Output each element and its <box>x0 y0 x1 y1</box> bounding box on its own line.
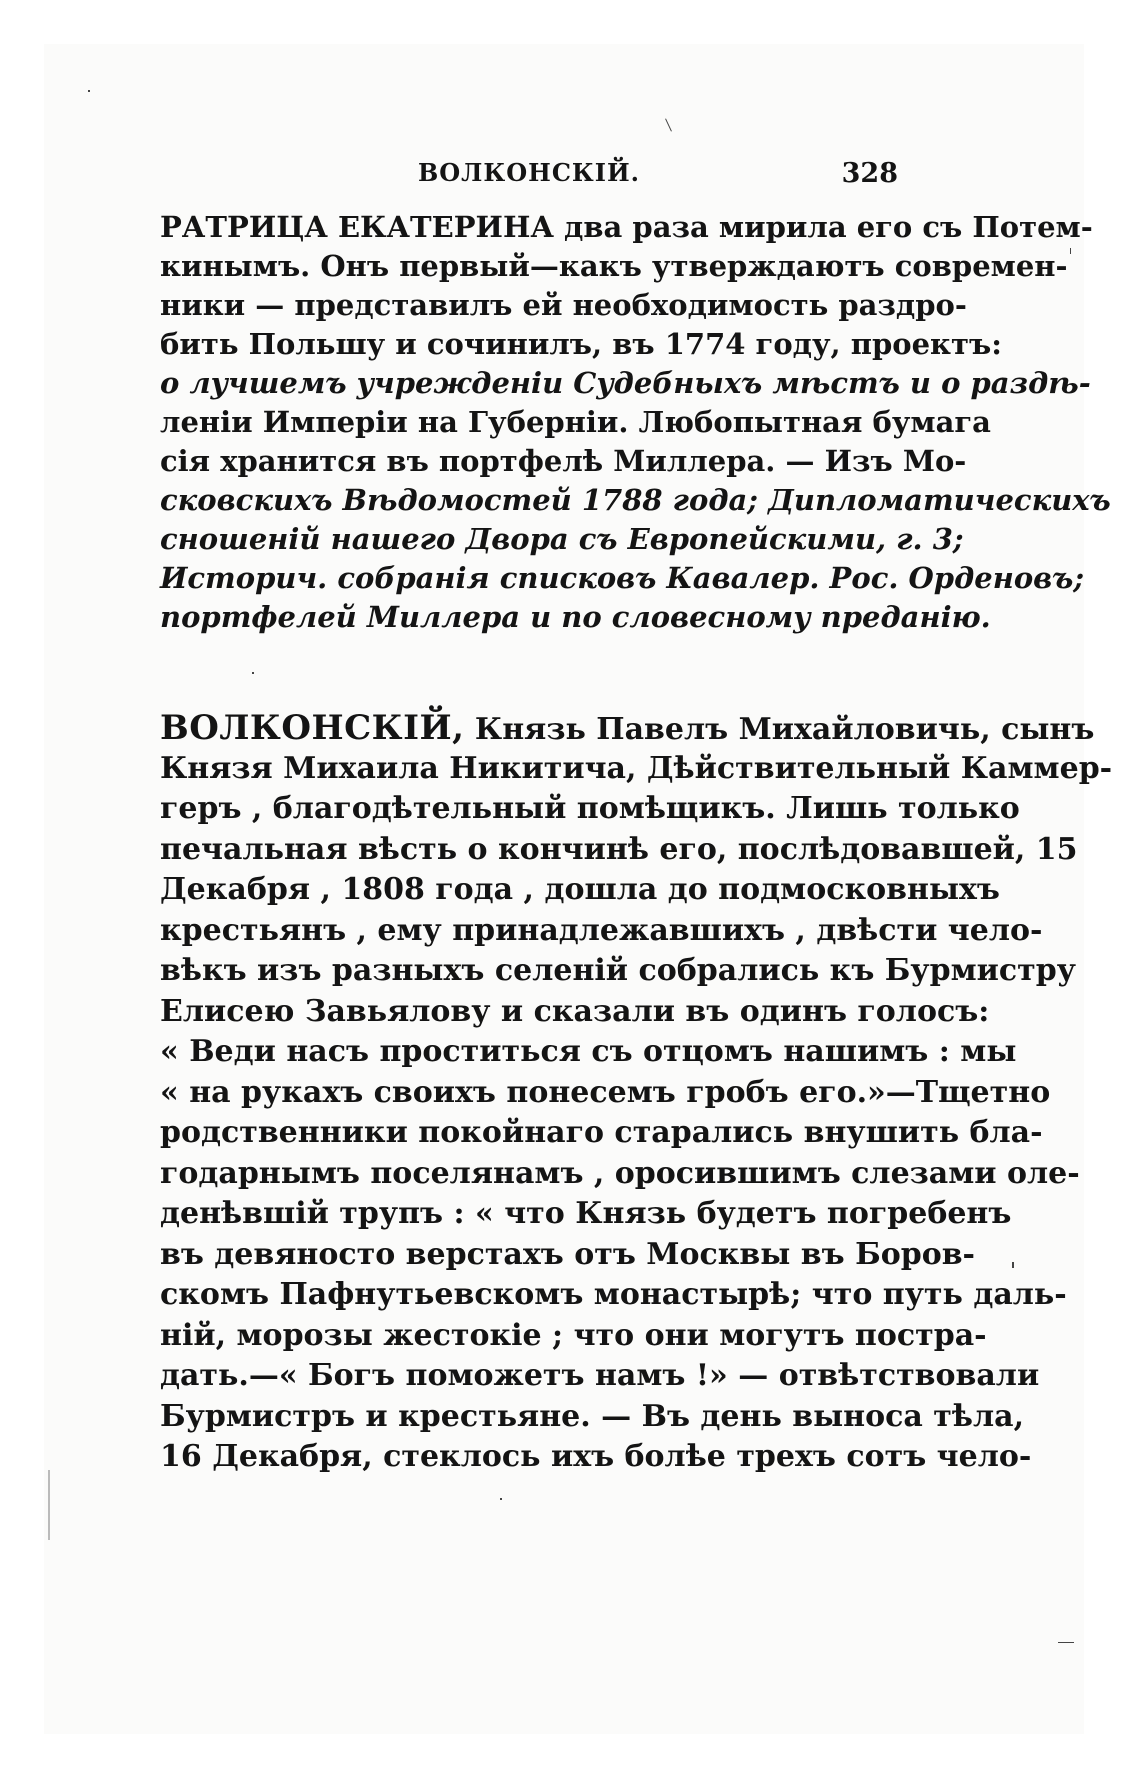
text-line: кинымъ. Онъ первый—какъ утверждаютъ современ- <box>160 249 1068 283</box>
scan-speck <box>1058 1642 1074 1643</box>
text-line: Декабря , 1808 года , дошла до подмосковныхъ <box>160 872 1000 907</box>
text-line: Историч. собранія списковъ Кавалер. Рос. Орденовъ; <box>160 561 1085 595</box>
scan-speck <box>88 90 90 92</box>
text-line: Бурмистръ и крестьяне. — Въ день выноса тѣла, <box>160 1398 1025 1434</box>
text-line: « Веди насъ проститься съ отцомъ нашимъ : мы <box>160 1034 1017 1069</box>
text-line: « на рукахъ своихъ понесемъ гробъ его.»—Тщетно <box>160 1074 1051 1110</box>
text-line: годарнымъ поселянамъ , оросившимъ слезами оле- <box>160 1155 1080 1191</box>
text-line: печальная вѣсть о кончинѣ его, послѣдовавшей, 15 <box>160 831 1078 867</box>
entry-first-line <box>160 708 1095 749</box>
text-line: портфелей Миллера и по словесному преданію. <box>160 600 991 634</box>
text-line: сношеній нашего Двора съ Европейскими, г. 3; <box>160 522 964 556</box>
scan-speck <box>1070 248 1071 254</box>
text-line: сія хранится въ портфелѣ Миллера. — Изъ Мо- <box>160 444 967 478</box>
text-line: Елисею Завьялову и сказали въ одинъ голосъ: <box>160 993 990 1029</box>
volkonsky-entry-paragraph <box>160 708 1113 1478</box>
text-line: Князя Михаила Никитича, Дѣйствительный Каммер- <box>160 750 1113 786</box>
text-line: дать.—« Богъ поможетъ намъ !» — отвѣтствовали <box>160 1358 1040 1393</box>
text-line: бить Польшу и сочинилъ, въ 1774 году, проектъ: <box>160 327 1002 361</box>
text-line: сковскихъ Вѣдомостей 1788 года; Дипломатическихъ <box>160 483 1111 517</box>
text-line: ній, морозы жестокіе ; что они могутъ постра- <box>160 1317 987 1353</box>
running-head: ВОЛКОНСКІЙ. <box>417 158 641 187</box>
text-line: о лучшемъ учрежденіи Судебныхъ мѣстъ и о раздѣ- <box>160 366 1091 400</box>
scan-speck <box>1012 1262 1014 1268</box>
scan-speck <box>500 1498 502 1500</box>
page-number: 328 <box>841 158 898 189</box>
text-line: леніи Имперіи на Губерніи. Любопытная бумага <box>160 405 991 439</box>
text-line: родственники покойнаго старались внушить бла- <box>160 1115 1043 1150</box>
text-line: 16 Декабря, стеклось ихъ болѣе трехъ сотъ чело- <box>160 1439 1032 1474</box>
text-line: геръ , благодѣтельный помѣщикъ. Лишь только <box>160 791 1020 826</box>
entry-heading: ВОЛКОНСКІЙ, <box>160 708 465 748</box>
scan-speck <box>252 672 254 674</box>
text-line: скомъ Пафнутьевскомъ монастырѣ; что путь даль- <box>160 1277 1067 1312</box>
scan-speck <box>48 1470 50 1540</box>
entry-first-line-text: Князь Павелъ Михайловичь, сынъ <box>474 712 1095 747</box>
text-line: вѣкъ изъ разныхъ селеній собрались къ Бурмистру <box>160 953 1076 988</box>
text-line: крестьянъ , ему принадлежавшихъ , двѣсти чело- <box>160 912 1043 948</box>
text-line: ники — представилъ ей необходимость раздро- <box>160 288 967 322</box>
entry-continuation-paragraph <box>160 208 1111 637</box>
page-header <box>160 158 898 198</box>
text-line: денѣвшій трупъ : « что Князь будетъ погребенъ <box>160 1196 1012 1231</box>
text-line: въ девяносто верстахъ отъ Москвы въ Боров- <box>160 1236 976 1272</box>
text-line: РАТРИЦА ЕКАТЕРИНА два раза мирила его съ Потем- <box>160 210 1093 244</box>
